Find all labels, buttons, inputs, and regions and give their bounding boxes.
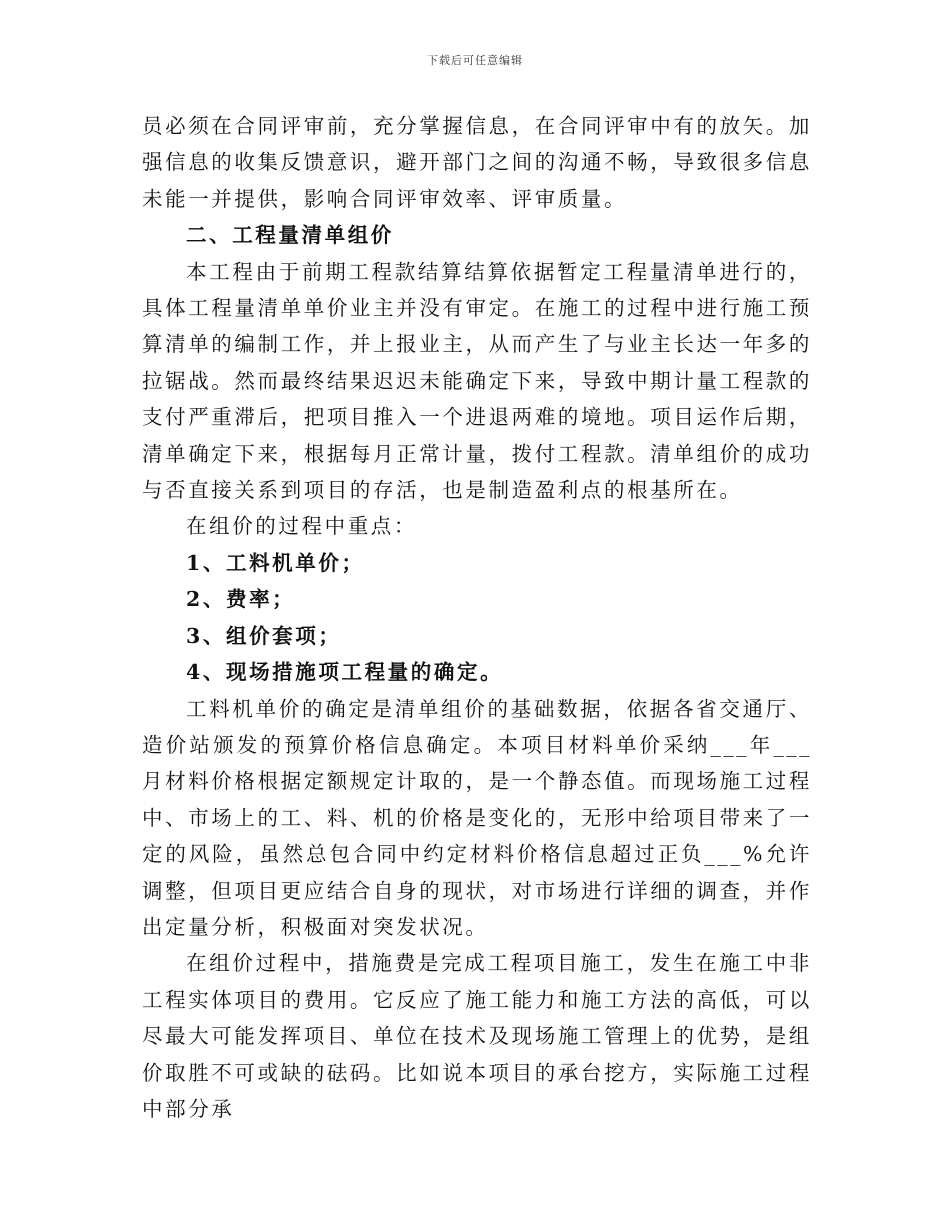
list-item-fee-rate: 2、费率； <box>186 587 296 612</box>
list-item-measure-quantity: 4、现场措施项工程量的确定。 <box>186 660 504 685</box>
paragraph-contract-review-info: 员必须在合同评审前，充分掌握信息，在合同评审中有的放矢。加强信息的收集反馈意识，避开部门之间的沟通不畅，导致很多信息未能一并提供，影响合同评审效率、评审质量。 <box>142 114 812 211</box>
paragraph-project-settlement: 本工程由于前期工程款结算结算依据暂定工程量清单进行的，具体工程量清单单价业主并没有审定。在施工的过程中进行施工预算清单的编制工作，并上报业主，从而产生了与业主长达一年多的拉锯战。然而最终结果迟迟未能确定下来，导致中期计量工程款的支付严重滞后，把项目推入一个进退两难的境地。项目运作后期，清单确定下来，根据每月正常计量，拨付工程款。清单组价的成功与否直接关系到项目的存活，也是制造盈利点的根基所在。 <box>142 259 812 503</box>
paragraph-measure-fees: 在组价过程中，措施费是完成工程项目施工，发生在施工中非工程实体项目的费用。它反应了施工能力和施工方法的高低，可以尽最大可能发挥项目、单位在技术及现场施工管理上的优势，是组价取胜不可或缺的砝码。比如说本项目的承台挖方，实际施工过程中部分承 <box>142 951 812 1121</box>
list-item-unit-price: 1、工料机单价； <box>186 550 365 575</box>
page-header: 下载后可任意编辑 <box>427 54 523 67</box>
paragraph-key-points-intro: 在组价的过程中重点： <box>186 514 417 539</box>
paragraph-unit-price-determination: 工料机单价的确定是清单组价的基础数据，依据各省交通厅、造价站颁发的预算价格信息确定。本项目材料单价采纳___年___月材料价格根据定额规定计取的，是一个静态值。而现场施工过程中、市场上的工、料、机的价格是变化的，无形中给项目带来了一定的风险，虽然总包合同中约定材料价格信息超过正负___%允许调整，但项目更应结合自身的现状，对市场进行详细的调查，并作出定量分析，积极面对突发状况。 <box>142 696 812 939</box>
section-heading-bill-of-quantities: 二、工程量清单组价 <box>186 223 394 248</box>
document-body <box>142 108 812 1127</box>
list-item-pricing-items: 3、组价套项； <box>186 623 342 648</box>
